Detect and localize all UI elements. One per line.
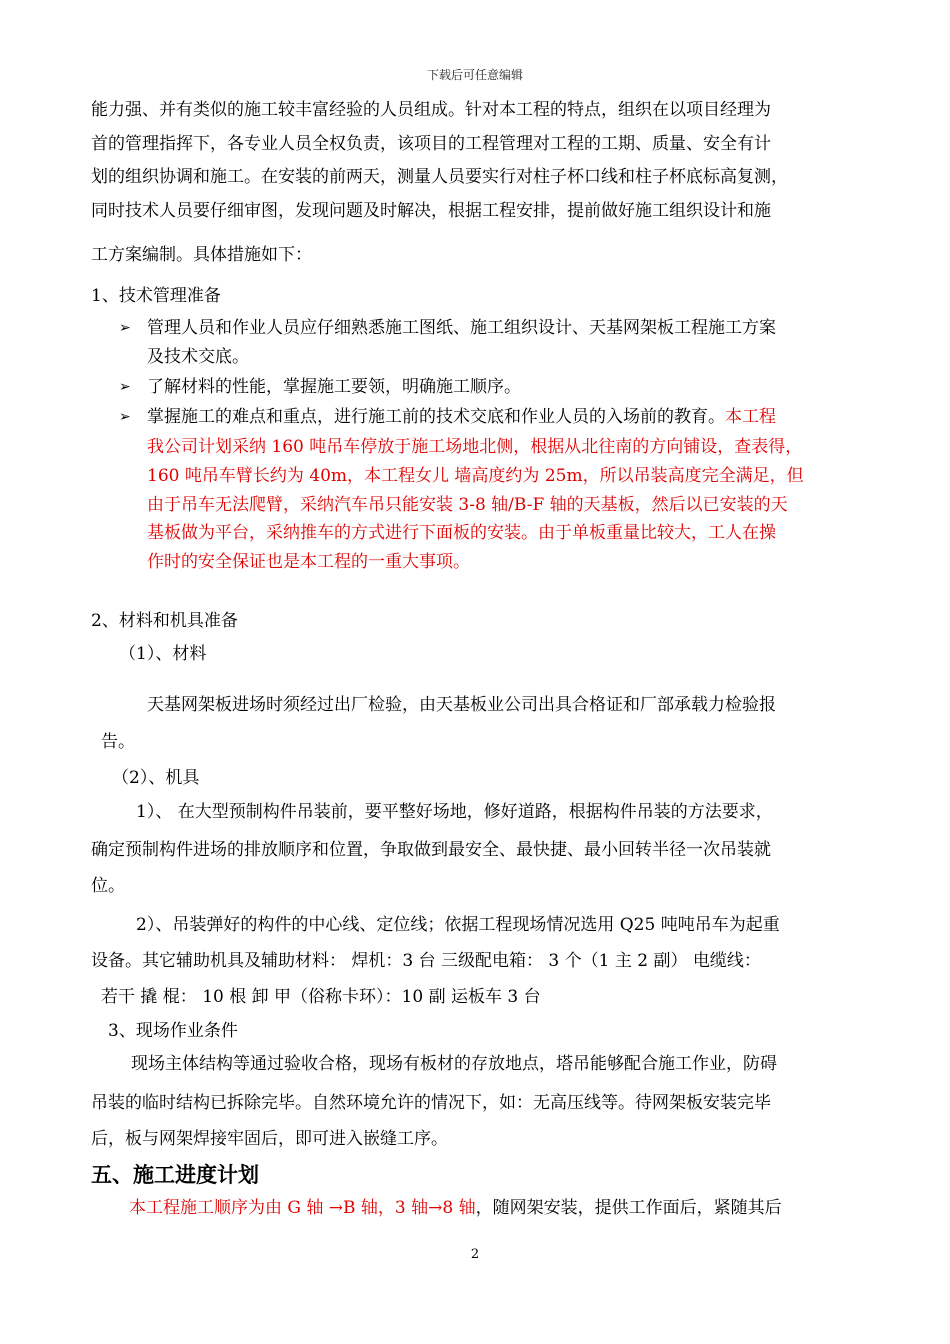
materials-line: 天基网架板进场时须经过出厂检验，由天基板业公司出具合格证和厂部承载力检验报	[147, 695, 776, 715]
materials-line: 告。	[101, 732, 135, 752]
site-line: 吊装的临时结构已拆除完毕。自然环境允许的情况下，如：无高压线等。待网架板安装完毕	[91, 1093, 771, 1113]
bullet-text-red: 我公司计划采纳 160 吨吊车停放于施工场地北侧，根据从北往南的方向铺设，查表得，	[147, 437, 803, 457]
chapter-title-schedule: 五、施工进度计划	[91, 1163, 259, 1187]
arrow-bullet-icon: ➢	[119, 379, 131, 395]
tools-line: 确定预制构件进场的排放顺序和位置，争取做到最安全、最快捷、最小回转半径一次吊装就	[91, 840, 771, 860]
bullet-text-black: 掌握施工的难点和重点，进行施工前的技术交底和作业人员的入场前的教育。	[147, 407, 725, 427]
schedule-line	[129, 1197, 782, 1219]
site-line: 后，板与网架焊接牢固后，即可进入嵌缝工序。	[91, 1129, 448, 1149]
bullet-text: 了解材料的性能，掌握施工要领，明确施工顺序。	[147, 377, 521, 397]
tools-line: 2）、吊装弹好的构件的中心线、定位线；依据工程现场情况选用 Q25 吨吨吊车为起重	[136, 915, 780, 935]
arrow-bullet-icon: ➢	[119, 320, 131, 336]
intro-line: 同时技术人员要仔细审图，发现问题及时解决，根据工程安排，提前做好施工组织设计和施	[91, 201, 771, 221]
bullet-text-red: 基板做为平台，采纳推车的方式进行下面板的安装。由于单板重量比较大，工人在操	[147, 523, 776, 543]
subsection-title-materials: （1）、材料	[119, 644, 207, 664]
section-title-site-conditions: 3、现场作业条件	[108, 1021, 238, 1041]
intro-line: 首的管理指挥下，各专业人员全权负责，该项目的工程管理对工程的工期、质量、安全有计	[91, 134, 771, 154]
site-line: 现场主体结构等通过验收合格，现场有板材的存放地点，塔吊能够配合施工作业，防碍	[131, 1054, 777, 1074]
bullet-text-red: 本工程	[725, 407, 776, 427]
bullet-text: 及技术交底。	[147, 347, 249, 367]
intro-line: 能力强、并有类似的施工较丰富经验的人员组成。针对本工程的特点，组织在以项目经理为	[91, 100, 771, 120]
tools-line: 1）、 在大型预制构件吊装前，要平整好场地，修好道路，根据构件吊装的方法要求，	[136, 802, 773, 822]
intro-line: 工方案编制。具体措施如下：	[91, 245, 312, 265]
bullet-text-red: 作时的安全保证也是本工程的一重大事项。	[147, 552, 470, 572]
tools-line: 若干 撬 棍： 10 根 卸 甲（俗称卡环）：10 副 运板车 3 台	[101, 987, 541, 1007]
bullet-text-red: 由于吊车无法爬臂，采纳汽车吊只能安装 3-8 轴/B-F 轴的天基板，然后以已安装的天	[147, 495, 788, 515]
schedule-text-red: 本工程施工顺序为由 G 轴 →B 轴，3 轴→8 轴	[129, 1198, 476, 1218]
header-note: 下载后可任意编辑	[426, 68, 523, 82]
tools-line: 设备。其它辅助机具及辅助材料： 焊机：3 台 三级配电箱： 3 个（1 主 2 副） 电缆线：	[91, 951, 761, 971]
section-title-technical-prep: 1、技术管理准备	[91, 286, 221, 306]
arrow-bullet-icon: ➢	[119, 409, 131, 425]
schedule-text-black: ，随网架安装，提供工作面后，紧随其后	[475, 1198, 782, 1218]
intro-line: 划的组织协调和施工。在安装的前两天，测量人员要实行对柱子杯口线和柱子杯底标高复测，	[91, 167, 788, 187]
bullet-text: 管理人员和作业人员应仔细熟悉施工图纸、施工组织设计、天基网架板工程施工方案	[147, 318, 776, 338]
page-number: 2	[470, 1247, 480, 1262]
tools-line: 位。	[91, 876, 125, 896]
bullet-text-red: 160 吨吊车臂长约为 40m，本工程女儿 墙高度约为 25m，所以吊装高度完全满足，但	[147, 466, 804, 486]
subsection-title-tools: （2）、机具	[112, 768, 200, 788]
bullet-text	[147, 406, 776, 428]
section-title-materials-tools: 2、材料和机具准备	[91, 611, 238, 631]
